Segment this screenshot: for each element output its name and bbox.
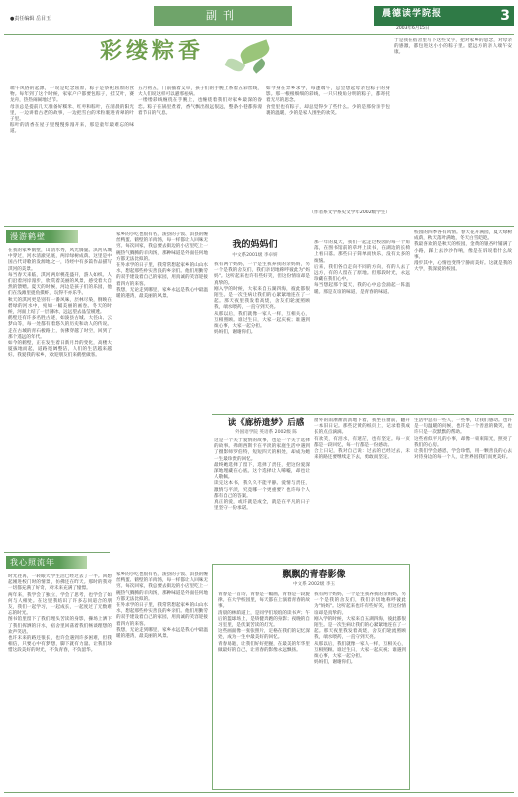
section-rule [212, 414, 514, 415]
article-body-youth: 青春是一首诗，青春是一幅画，青春是一段旋律。在大学校园里，每天都在上演着青春的故事。 清晨的林荫道上，是同学们琅琅的读书声；午后的篮球场上，是矫健奔跑的身影；夜晚的自习室里，是伏案苦读的灯光。 这些画面像一张张照片，定格在我们的记忆深处，成为一生中最美好的回忆。 青春易逝，让我们好好把握，在最美的年华里做最好的自己，让青春的影像永远飘扬。 [218, 592, 310, 653]
mid-left-body: 家乡的小吃也很有名，浚县的子馍、淇县的缠丝鸭蛋、鹤壁的羊肉汤，每一样都让人回味无穷。每次回家，我总要去街边的小店里吃上一碗热气腾腾的羊肉汤，那种味道是外面任何地方都无法比拟的。 在外求学的日子里，我常常想起家乡的山山水水，想起那些朴实善良的乡亲们。他们用勤劳的双手建设着自己的家园，用真诚的笑容迎接着四方的来客。 我想，无论走到哪里，家乡永远是我心中最温暖的港湾，最美丽的风景。 [116, 232, 208, 300]
article-byline-mother: 中文系2001级 李卓妍 [232, 253, 278, 258]
column-name: 副刊 [154, 6, 292, 26]
section-title: 我心照流年 [6, 556, 59, 569]
section-rule [4, 226, 514, 227]
article-title-youth: 飘飘的青春影像 [282, 570, 346, 580]
bottom-left-body: 时光荏苒，一转眼大学生活已经过去了一半。回想起刚进校门时的情景，仿佛还在昨天。那时的我对一切都充满了好奇，对未来充满了憧憬。 两年来，我学会了独立，学会了思考，也学会了如何与人相处。在这里我结识了许多志同道合的朋友，我们一起学习，一起成长，一起度过了无数难忘的时光。 图书馆里留下了我们埋头苦读的身影，操场上洒下了我们挥洒的汗水，宿舍里回荡着我们畅谈理想的欢声笑语。 也许未来的路还很长，也许会遇到许多困难，但我相信，只要心中有梦想，脚下就有力量。让我们珍惜这段美好的时光，不负青春，不负韶华。 [8, 574, 112, 654]
article-body-mother: 我有两个妈妈，一个是生我养我的亲妈妈，另一个是我的舍友们，我们亲切地称呼彼此为"妈妈"。这听起来也许有些好笑，但这份情谊却是真挚的。 刚入学的时候，大家来自五湖四海，彼此都很陌生。是一次生病让我们的心紧紧地连在了一起。那天夜里我发着高烧，舍友们轮流照顾我，端水喂药，一直守到天亮。 从那以后，我们就像一家人一样，互相关心，互相照顾。谁过生日，大家一起庆祝；谁遇到烦心事，大家一起分担。 妈妈们，谢谢你们。 [214, 262, 310, 336]
article-byline-youth: 中文系 2002级 李玉 [292, 582, 336, 587]
bamboo-leaf-icon [238, 39, 272, 64]
editor-note: ●责任编辑 岳目玉 [10, 16, 51, 22]
hero-title: 彩缕粽香 [100, 38, 205, 64]
page-number: 3 [500, 8, 510, 24]
masthead-rule [4, 34, 514, 35]
article-title-read: 读《廊桥遗梦》后感 [227, 418, 305, 428]
paper-banner [374, 6, 514, 26]
newspaper-page [4, 4, 514, 793]
hero-column-4: 于是我在宿舍里写下这些文字，把对家乡的思念，对母亲的感激，都包进这小小的粽子里。愿远方的亲人端午安康。 [394, 38, 512, 56]
section-rule [4, 552, 110, 553]
manyou-body: 在我的家乡鹤壁，山清水秀，风光旖旎。淇河从城中穿过，河水清澈见底，两岸绿树成荫。这里是中国古代诗歌的发源地之一，诗经中有多篇作品描写淇河的美景。 每当春天来临，淇河两岸桃花盛开，游人如织。人们沿着河岸漫步，欣赏着美丽的风景，感受着大自然的馈赠。夏天的时候，河边是孩子们的乐园，他们在浅滩里捉鱼摸虾，玩得不亦乐乎。 秋天的淇河更是别有一番风味，层林尽染，倒映在碧绿的河水中，宛如一幅美丽的画卷。冬天的时候，河面上结了一层薄冰，远远望去晶莹剔透。 鹤壁还有许多名胜古迹，如浚县古城、大伾山、云梦山等，每一处都有着悠久的历史和动人的传说。走在古城的青石板路上，仿佛穿越了时空，回到了那个遥远的年代。 如今的鹤壁，正在发生着日新月异的变化，高楼大厦拔地而起，道路宽阔整洁，人们的生活越来越好。我爱我的家乡，欢迎朋友们来鹤壁做客。 [8, 248, 112, 359]
hero-column-2: 五月初五，门前插着艾草，孩子们的手腕上系着五彩丝线，大人们说这样可以避邪祛病。 一缕缕彩线缠绕在手腕上，也缠绕着我们对家乡最深的眷恋。粽子在锅里煮着，香气飘出很远很远，整条小巷都弥漫着节日的气息。 [138, 86, 262, 116]
issue-date: 2003年6月15日 [396, 26, 430, 31]
article-byline-read: 外国语学院 英语系 2002级 陈 [234, 430, 297, 435]
right-column-1: 那一年的夏天，我们一起走过校园的每一个角落，在图书馆前的草坪上读书，在湖边的长椅上看日落。那些日子简单而快乐，没有太多的烦恼。 后来，我们各自走向不同的方向，有的人去了远方，有的人留在了原地。但那段时光，永远珍藏在我们心中。 每当想起那个夏天，我的心中总会涌起一阵温暖。那是友谊的味道，是青春的味道。 [314, 240, 410, 295]
paper-name: 晨德读学院报 [382, 9, 443, 19]
section-header-bottom-left [6, 556, 87, 569]
article-body-read: 这是一个关于爱情的故事，也是一个关于选择的故事。弗朗西斯卡在平淡的家庭生活中遇到了摄影师罗伯特，短短四天的相处，却成为她一生最珍贵的回忆。 最终她选择了留下，选择了责任，把这份爱深深地埋藏在心底。这个选择让人唏嘘，却也让人敬佩。 读完这本书，我久久不能平静。爱情与责任，激情与平淡，究竟哪一个更重要？也许每个人都有自己的答案。 真正的爱，或许就是成全，就是在平凡的日子里坚守一份承诺。 [214, 438, 310, 512]
hero-column-3: 如今身在异乡求学，每逢端午，总会想起母亲包粽子的身影。那一根根细细的彩线，一只只棱角分明的粽子，都寄托着无尽的思念。 食堂里也有粽子，却总觉得少了些什么。少的是那份亲手包裹的温暖，少的是家人围坐的欢笑。 [266, 86, 390, 116]
section-title: 漫游鹤壁 [6, 230, 50, 243]
bottom-mid-left-body: 家乡的小吃也很有名，浚县的子馍、淇县的缠丝鸭蛋、鹤壁的羊肉汤，每一样都让人回味无穷。每次回家，我总要去街边的小店里吃上一碗热气腾腾的羊肉汤，那种味道是外面任何地方都无法比拟的。 在外求学的日子里，我常常想起家乡的山山水水，想起那些朴实善良的乡亲们。他们用勤劳的双手建设着自己的家园，用真诚的笑容迎接着四方的来客。 我想，无论走到哪里，家乡永远是我心中最温暖的港湾，最美丽的风景。 [116, 572, 208, 640]
right-column-2: 校园的四季各有风情。春天花开满园，夏天绿树成荫，秋天落叶满地，冬天白雪皑皑。 我最喜欢的是秋天的校园，金黄的银杏叶铺满了小路，踩上去沙沙作响，像是在诉说着什么故事。 漫步其中，心情也变得宁静而美好。这就是我的大学，我深爱的校园。 [414, 230, 512, 273]
section-tail-decoration [50, 230, 78, 243]
page-bottom-rule [4, 792, 514, 793]
hero-colophon: （作者系文学系史文学年2002级学生） [309, 210, 390, 215]
masthead [4, 4, 514, 28]
right-column-3: 窗外的雨淅淅沥沥地下着，我坐在窗前，翻开一本旧日记。那些泛黄的纸页上，记录着我成长的点点滴滴。 有欢笑，有泪水，有迷茫，也有坚定。每一页都是一段回忆，每一行都是一份感动。 合上日记，我对自己说：过去的已经过去，未来的路还要继续走下去，勇敢而坚定。 [314, 418, 410, 461]
section-header-manyou [6, 230, 78, 243]
article-title-mother: 我的妈妈们 [232, 240, 278, 250]
hero-column-1: 端午风俗的起源，一说是纪念屈原，粽子是祭祀屈原的食物。每年到了这个时候，家家户户都要包粽子，挂艾叶，赛龙舟，热热闹闹地过节。 母亲总是提前几天准备好糯米、红枣和粽叶，在清晨的阳光里，一边讲着古老的故事，一边把雪白的米粒裹进青翠的叶子里。 粽叶的清香在屋子里慢慢弥漫开来，那是童年最难忘的味道。 [10, 86, 134, 135]
article-body-youth-cont: 我有两个妈妈，一个是生我养我的亲妈妈，另一个是我的舍友们，我们亲切地称呼彼此为"妈妈"。这听起来也许有些好笑，但这份情谊却是真挚的。 刚入学的时候，大家来自五湖四海，彼此都很陌生。是一次生病让我们的心紧紧地连在了一起。那天夜里我发着高烧，舍友们轮流照顾我，端水喂药，一直守到天亮。 从那以后，我们就像一家人一样，互相关心，互相照顾。谁过生日，大家一起庆祝；谁遇到烦心事，大家一起分担。 妈妈们，谢谢你们。 [314, 592, 406, 666]
right-column-4: 生活中总有一些人，一些事，让我们感动。也许是一句温暖的问候，也许是一个善意的微笑，也许只是一次默默的帮助。 这些看似平凡的小事，却像一束束阳光，照亮了我们的心房。 让我们学会感恩，学会珍惜，用一颗善良的心去对待身边的每一个人，让世界因我们而更美好。 [414, 418, 512, 461]
section-tail-decoration [59, 556, 87, 569]
